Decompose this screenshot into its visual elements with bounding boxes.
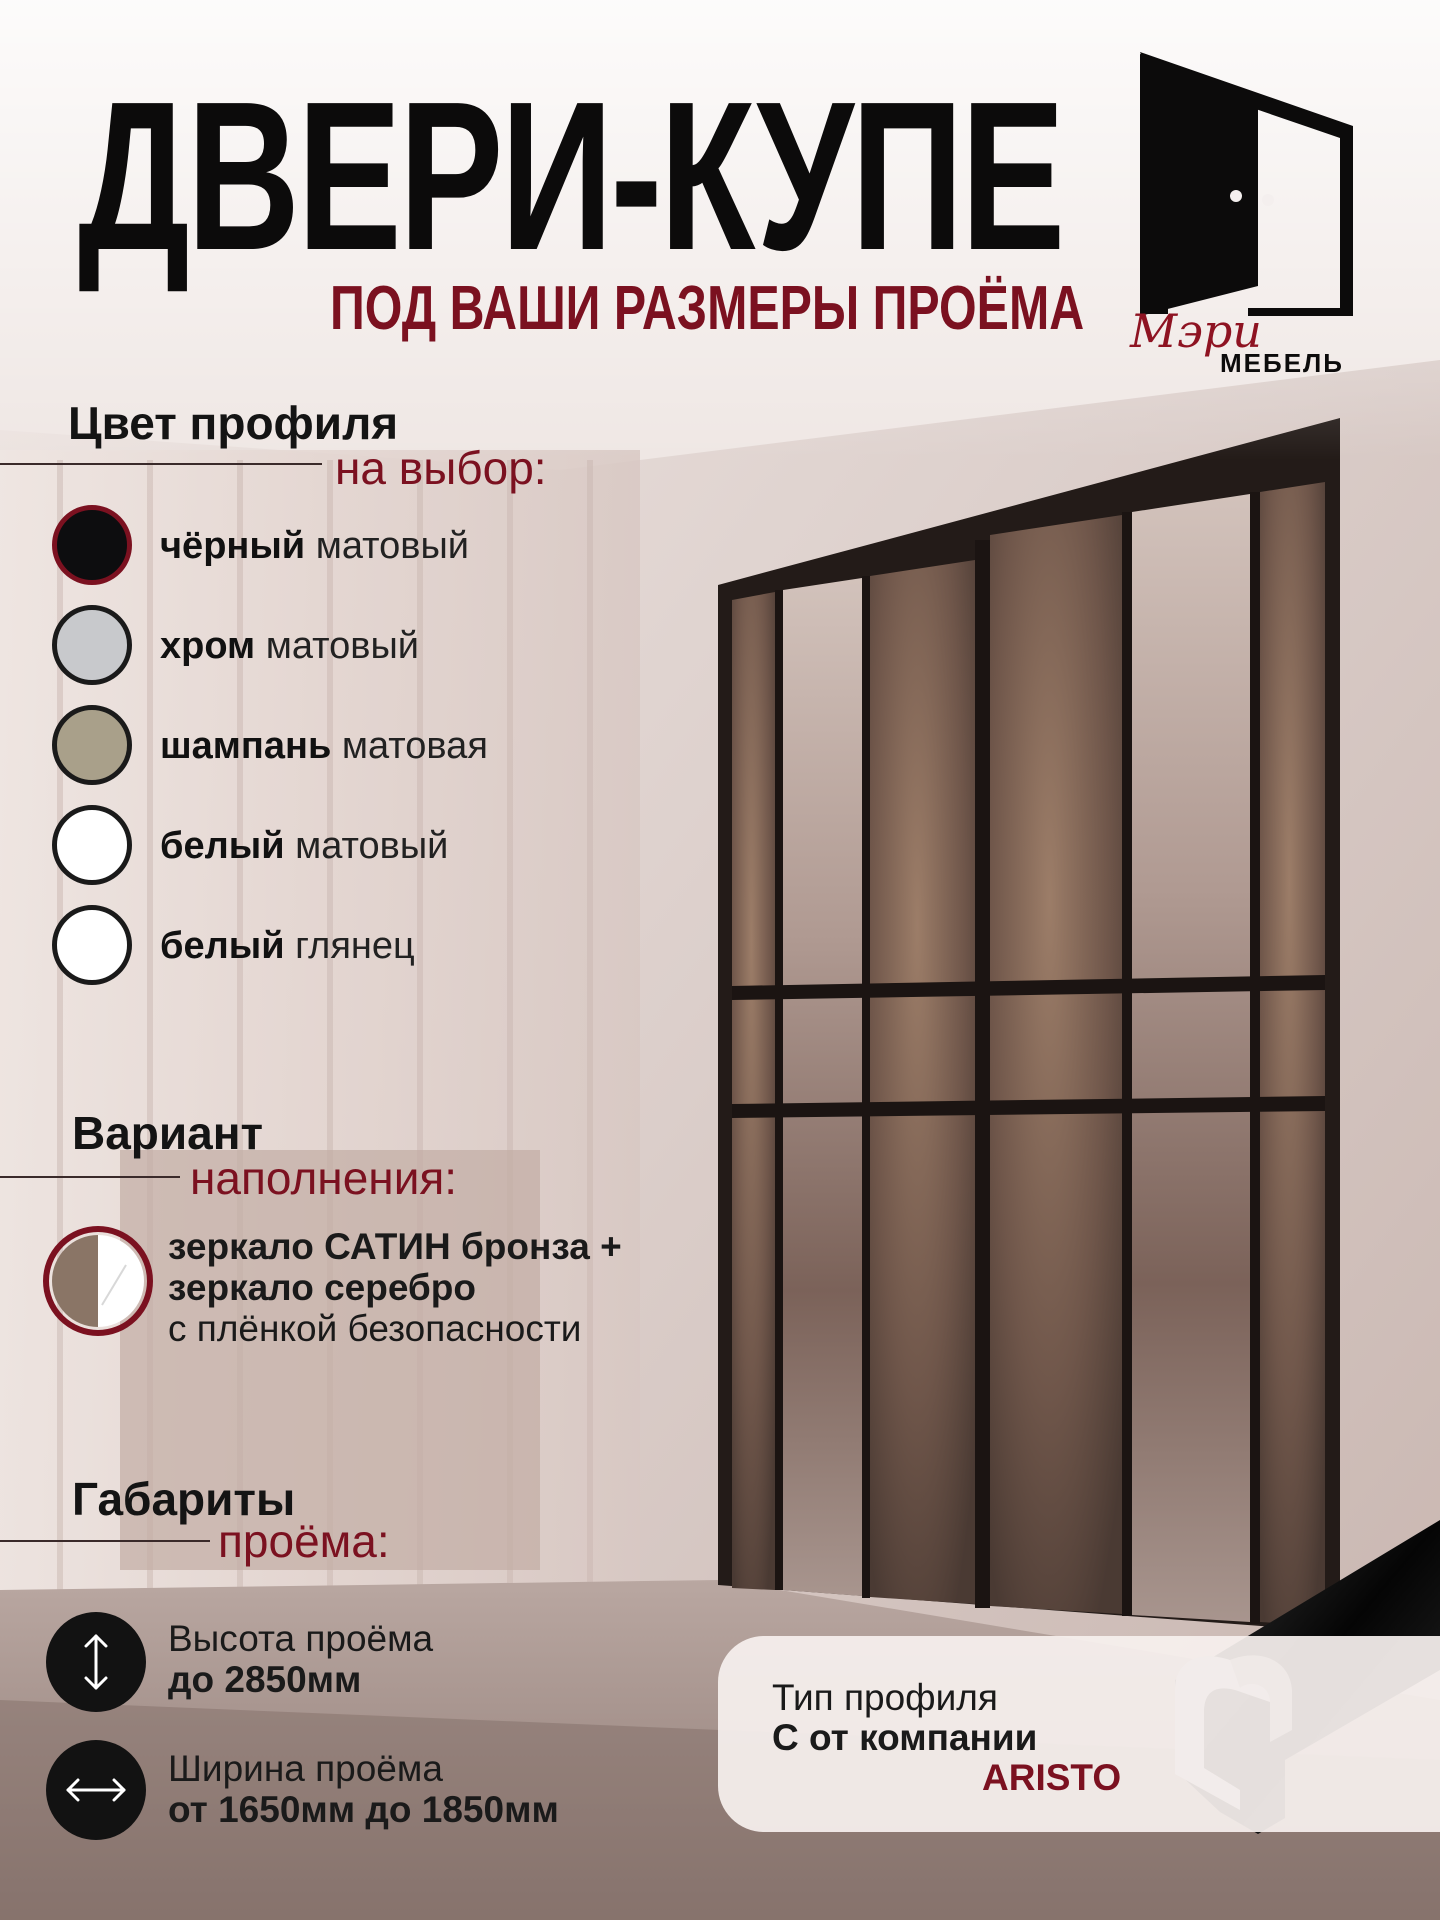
color-name: шампань (160, 725, 332, 767)
width-info (168, 1748, 559, 1830)
color-finish: матовый (305, 525, 469, 567)
color-swatch[interactable] (52, 905, 132, 985)
profile-type-line-1: Тип профиля (772, 1677, 998, 1718)
height-label: Высота проёма (168, 1618, 434, 1659)
color-name: белый (160, 825, 285, 867)
color-option-label (160, 827, 448, 865)
width-label: Ширина проёма (168, 1748, 443, 1789)
color-option-label (160, 527, 469, 565)
height-info (168, 1618, 433, 1700)
color-option-label (160, 727, 488, 765)
divider (0, 1176, 180, 1178)
profile-type-brand: ARISTO (982, 1757, 1122, 1798)
vertical-arrows-icon (46, 1612, 146, 1712)
color-finish: матовый (255, 625, 419, 667)
color-swatch[interactable] (52, 705, 132, 785)
filling-subtitle: наполнения: (190, 1152, 458, 1204)
color-finish: матовая (331, 725, 488, 767)
color-option-label (160, 927, 415, 965)
dimensions-title: Габариты (72, 1473, 296, 1525)
divider (0, 1540, 210, 1542)
color-name: чёрный (160, 525, 306, 567)
filling-title: Вариант (72, 1107, 264, 1159)
color-finish: матовый (284, 825, 449, 867)
color-swatch[interactable] (52, 605, 132, 685)
brand-logo (1128, 46, 1368, 376)
filling-line-1: зеркало САТИН бронза + (168, 1226, 622, 1267)
horizontal-arrows-icon (46, 1740, 146, 1840)
color-option-label (160, 627, 419, 665)
page-subtitle: ПОД ВАШИ РАЗМЕРЫ ПРОЁМА (330, 274, 1085, 343)
filling-line-3: с плёнкой безопасности (168, 1308, 582, 1349)
profile-color-subtitle: на выбор: (335, 442, 547, 494)
profile-type-text (772, 1678, 1121, 1798)
color-swatch[interactable] (52, 805, 132, 885)
width-value: от 1650мм до 1850мм (168, 1789, 559, 1830)
profile-color-title: Цвет профиля (68, 397, 399, 449)
filling-swatch (42, 1225, 154, 1337)
page-title: ДВЕРИ-КУПЕ (78, 57, 1063, 294)
profile-type-line-2: С от компании (772, 1717, 1038, 1758)
divider (0, 463, 322, 465)
logo-caps-text: МЕБЕЛЬ (1220, 348, 1344, 378)
filling-line-2: зеркало серебро (168, 1267, 476, 1308)
color-swatch[interactable] (52, 505, 132, 585)
logo-script-text: Мэри (1130, 304, 1262, 358)
color-name: белый (160, 925, 285, 967)
color-finish: глянец (284, 925, 415, 967)
height-value: до 2850мм (168, 1659, 362, 1700)
color-name: хром (160, 625, 256, 667)
filling-description (168, 1226, 622, 1349)
dimensions-subtitle: проёма: (218, 1515, 390, 1567)
